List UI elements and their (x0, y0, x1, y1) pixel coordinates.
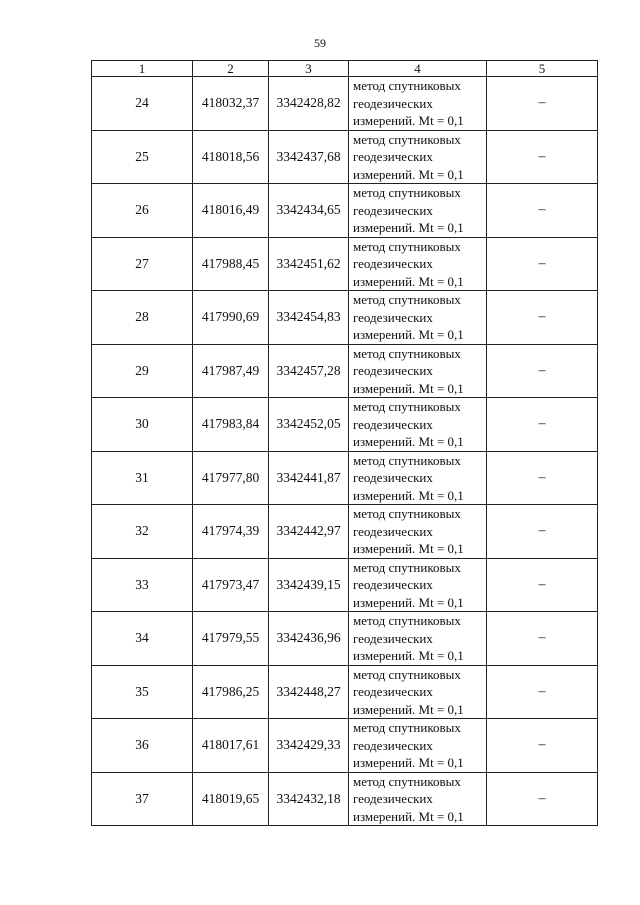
description-cell: – (487, 291, 598, 345)
method-cell (349, 130, 487, 184)
method-text-line: метод спутниковых (353, 773, 461, 789)
method-cell (349, 77, 487, 131)
header-col-3: 3 (269, 61, 349, 77)
coord-x-cell: 418018,56 (193, 130, 269, 184)
table-row (92, 77, 598, 131)
description-cell: – (487, 344, 598, 398)
method-text-line: метод спутниковых (353, 720, 461, 735)
method-text-line: измерений. Mt = 0,1 (353, 648, 464, 663)
method-text-line: геодезических (353, 684, 433, 699)
coord-x-cell: 417987,49 (193, 344, 269, 398)
method-text-line: измерений. Mt = 0,1 (353, 434, 464, 449)
method-cell (349, 772, 487, 826)
method-cell (349, 344, 487, 398)
coord-y-cell: 3342451,62 (269, 237, 349, 291)
coord-x-cell: 418016,49 (193, 184, 269, 238)
method-text-line: метод спутниковых (353, 613, 461, 628)
table-row (92, 398, 598, 452)
description-cell: – (487, 772, 598, 826)
description-cell: – (487, 612, 598, 666)
coord-x-cell: 417973,47 (193, 558, 269, 612)
method-text-line: измерений. Mt = 0,1 (353, 808, 464, 824)
table-header-row (92, 61, 598, 77)
coord-y-cell: 3342437,68 (269, 130, 349, 184)
method-text-line: измерений. Mt = 0,1 (353, 220, 464, 235)
method-text-line: метод спутниковых (353, 292, 461, 307)
point-number-cell: 26 (92, 184, 193, 238)
table-row (92, 451, 598, 505)
description-cell: – (487, 130, 598, 184)
coord-x-cell: 418032,37 (193, 77, 269, 131)
header-col-1: 1 (92, 61, 193, 77)
point-number-cell: 29 (92, 344, 193, 398)
method-text-line: измерений. Mt = 0,1 (353, 166, 464, 182)
method-text-line: геодезических (353, 630, 433, 646)
method-cell (349, 719, 487, 773)
coord-x-cell: 417986,25 (193, 665, 269, 719)
method-text-line: измерений. Mt = 0,1 (353, 541, 464, 556)
method-text-line: геодезических (353, 202, 433, 218)
method-text-line: геодезических (353, 470, 433, 485)
point-number-cell: 32 (92, 505, 193, 559)
method-text-line: измерений. Mt = 0,1 (353, 113, 464, 128)
table-row (92, 772, 598, 826)
coordinates-table (91, 60, 598, 826)
coord-y-cell: 3342448,27 (269, 665, 349, 719)
table-row (92, 665, 598, 719)
table-row (92, 184, 598, 238)
method-text-line: метод спутниковых (353, 666, 461, 682)
method-text-line: геодезических (353, 416, 433, 432)
table-row (92, 130, 598, 184)
coord-x-cell: 418019,65 (193, 772, 269, 826)
method-text-line: геодезических (353, 149, 433, 164)
table-row (92, 558, 598, 612)
description-cell: – (487, 451, 598, 505)
description-cell: – (487, 719, 598, 773)
description-cell: – (487, 237, 598, 291)
point-number-cell: 34 (92, 612, 193, 666)
coord-x-cell: 417988,45 (193, 237, 269, 291)
point-number-cell: 27 (92, 237, 193, 291)
header-col-4: 4 (349, 61, 487, 77)
description-cell: – (487, 77, 598, 131)
table-row (92, 291, 598, 345)
point-number-cell: 30 (92, 398, 193, 452)
point-number-cell: 31 (92, 451, 193, 505)
coord-y-cell: 3342434,65 (269, 184, 349, 238)
table-row (92, 612, 598, 666)
coord-y-cell: 3342442,97 (269, 505, 349, 559)
description-cell: – (487, 398, 598, 452)
point-number-cell: 37 (92, 772, 193, 826)
method-cell (349, 612, 487, 666)
method-text-line: геодезических (353, 256, 433, 271)
coord-y-cell: 3342439,15 (269, 558, 349, 612)
method-text-line: метод спутниковых (353, 185, 461, 200)
method-text-line: метод спутниковых (353, 78, 461, 93)
coord-y-cell: 3342454,83 (269, 291, 349, 345)
method-text-line: геодезических (353, 791, 433, 806)
method-text-line: метод спутниковых (353, 452, 461, 468)
coord-y-cell: 3342436,96 (269, 612, 349, 666)
method-text-line: метод спутниковых (353, 399, 461, 414)
coord-x-cell: 417977,80 (193, 451, 269, 505)
coord-x-cell: 417979,55 (193, 612, 269, 666)
point-number-cell: 36 (92, 719, 193, 773)
coord-y-cell: 3342457,28 (269, 344, 349, 398)
table-row (92, 719, 598, 773)
description-cell: – (487, 558, 598, 612)
method-cell (349, 665, 487, 719)
method-text-line: метод спутниковых (353, 345, 461, 361)
method-text-line: измерений. Mt = 0,1 (353, 487, 464, 503)
table-row (92, 505, 598, 559)
method-text-line: геодезических (353, 309, 433, 325)
method-cell (349, 237, 487, 291)
coord-y-cell: 3342428,82 (269, 77, 349, 131)
method-text-line: метод спутниковых (353, 559, 461, 575)
table-row (92, 344, 598, 398)
point-number-cell: 35 (92, 665, 193, 719)
description-cell: – (487, 184, 598, 238)
header-col-2: 2 (193, 61, 269, 77)
method-text-line: измерений. Mt = 0,1 (353, 755, 464, 770)
method-cell (349, 451, 487, 505)
page-number: 59 (314, 36, 326, 50)
coord-y-cell: 3342429,33 (269, 719, 349, 773)
coord-x-cell: 418017,61 (193, 719, 269, 773)
method-cell (349, 398, 487, 452)
point-number-cell: 28 (92, 291, 193, 345)
point-number-cell: 25 (92, 130, 193, 184)
method-text-line: измерений. Mt = 0,1 (353, 701, 464, 717)
method-text-line: геодезических (353, 95, 433, 111)
description-cell: – (487, 665, 598, 719)
method-cell (349, 291, 487, 345)
coord-x-cell: 417990,69 (193, 291, 269, 345)
method-text-line: измерений. Mt = 0,1 (353, 273, 464, 289)
description-cell: – (487, 505, 598, 559)
method-cell (349, 558, 487, 612)
method-text-line: измерений. Mt = 0,1 (353, 594, 464, 610)
method-text-line: геодезических (353, 577, 433, 592)
method-text-line: метод спутниковых (353, 238, 461, 254)
method-text-line: геодезических (353, 363, 433, 378)
method-text-line: измерений. Mt = 0,1 (353, 380, 464, 396)
method-text-line: геодезических (353, 737, 433, 753)
coord-x-cell: 417983,84 (193, 398, 269, 452)
point-number-cell: 24 (92, 77, 193, 131)
coord-y-cell: 3342441,87 (269, 451, 349, 505)
table-row (92, 237, 598, 291)
coord-y-cell: 3342432,18 (269, 772, 349, 826)
method-text-line: измерений. Mt = 0,1 (353, 327, 464, 342)
coord-y-cell: 3342452,05 (269, 398, 349, 452)
method-text-line: геодезических (353, 523, 433, 539)
coord-x-cell: 417974,39 (193, 505, 269, 559)
method-text-line: метод спутниковых (353, 131, 461, 147)
method-cell (349, 505, 487, 559)
method-cell (349, 184, 487, 238)
method-text-line: метод спутниковых (353, 506, 461, 521)
header-col-5: 5 (487, 61, 598, 77)
point-number-cell: 33 (92, 558, 193, 612)
